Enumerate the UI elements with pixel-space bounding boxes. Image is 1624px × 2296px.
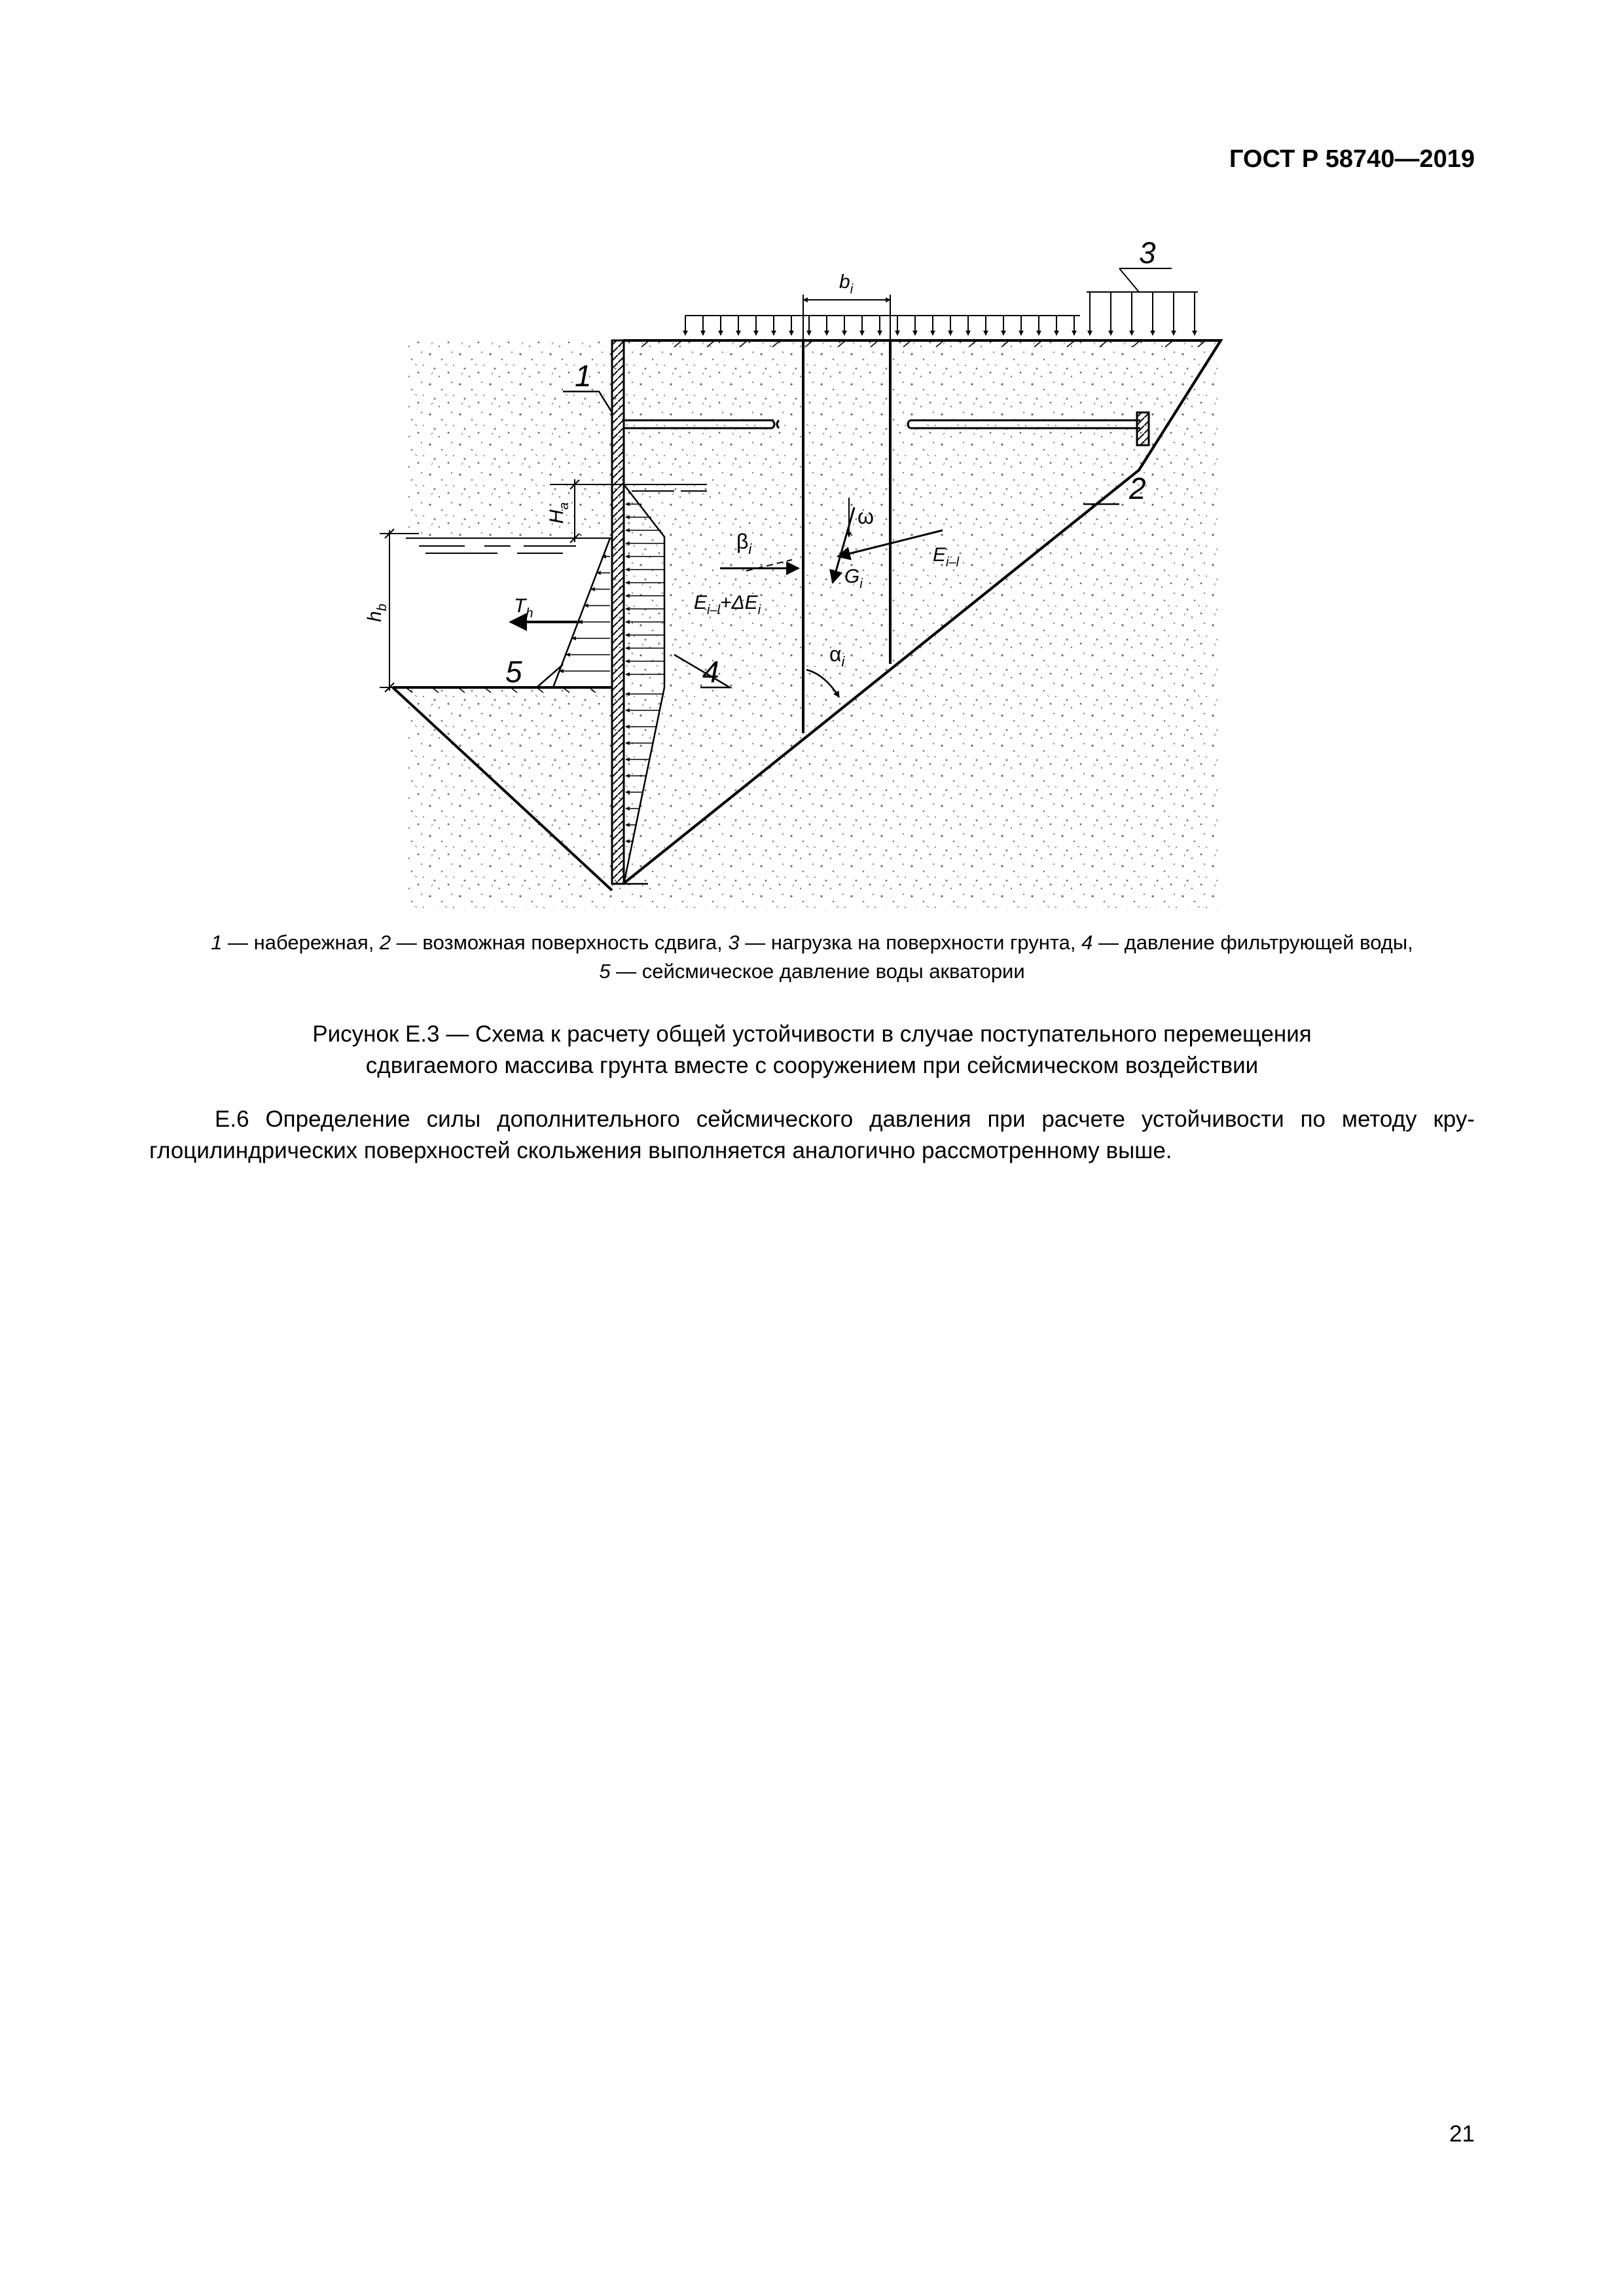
document-header: ГОСТ Р 58740—2019 <box>1229 145 1475 173</box>
legend-num-3: 3 <box>728 931 740 954</box>
body-paragraph <box>149 1104 1475 1167</box>
legend-num-1: 1 <box>211 931 223 954</box>
label-5: 5 <box>505 655 522 689</box>
label-e-left: $E_{i-l}+\Delta E_i$ <box>694 592 761 617</box>
legend-text-3: — нагрузка на поверхности грунта, <box>739 931 1082 954</box>
caption-line-1: Рисунок Е.3 — Схема к расчету общей устойчивости в случае поступательного перемещения <box>312 1021 1312 1047</box>
legend-num-2: 2 <box>379 931 391 954</box>
legend-text-1: — набережная, <box>222 931 380 954</box>
water-area <box>393 537 612 687</box>
legend-text-5: — сейсмическое давление воды акватории <box>610 960 1025 983</box>
label-alpha: $\alpha_i$ <box>829 642 845 670</box>
paragraph-line-1: Е.6 Определение силы дополнительного сейсмического давления при расчете устойчивости по методу кру- <box>215 1106 1475 1132</box>
paragraph-line-2: глоцилиндрических поверхностей скольжения выполняется аналогично рассмотренному выше. <box>149 1138 1172 1163</box>
figure-caption <box>149 1019 1475 1082</box>
surface-load-arrows <box>685 268 1198 335</box>
label-gi: $G_i$ <box>844 566 863 591</box>
label-beta: $\beta_i$ <box>736 530 752 557</box>
stability-diagram <box>364 229 1257 910</box>
label-1: 1 <box>575 359 592 393</box>
label-bi: $b_i$ <box>839 271 854 297</box>
legend-line-2 <box>149 957 1475 986</box>
anchor-plate <box>1137 412 1149 445</box>
label-omega: ω <box>857 505 874 528</box>
caption-line-2: сдвигаемого массива грунта вместе с сооружением при сейсмическом воздействии <box>365 1053 1259 1078</box>
legend-text-2: — возможная поверхность сдвига, <box>391 931 729 954</box>
page-number: 21 <box>1449 2121 1475 2147</box>
label-4: 4 <box>702 655 719 689</box>
figure-legend <box>149 928 1475 986</box>
label-th: $T_h$ <box>514 595 533 621</box>
label-e-right: $E_{i-l}$ <box>933 544 960 570</box>
label-hb: $h_b$ <box>364 604 389 622</box>
legend-num-5: 5 <box>599 960 611 983</box>
legend-text-4: — давление фильтрующей воды, <box>1092 931 1413 954</box>
legend-line-1 <box>149 928 1475 957</box>
label-ha: $H_a$ <box>546 502 571 524</box>
slice-width-dimension <box>803 295 890 340</box>
label-3: 3 <box>1139 236 1156 270</box>
quay-wall <box>612 340 624 884</box>
label-2: 2 <box>1129 471 1146 505</box>
legend-num-4: 4 <box>1081 931 1093 954</box>
